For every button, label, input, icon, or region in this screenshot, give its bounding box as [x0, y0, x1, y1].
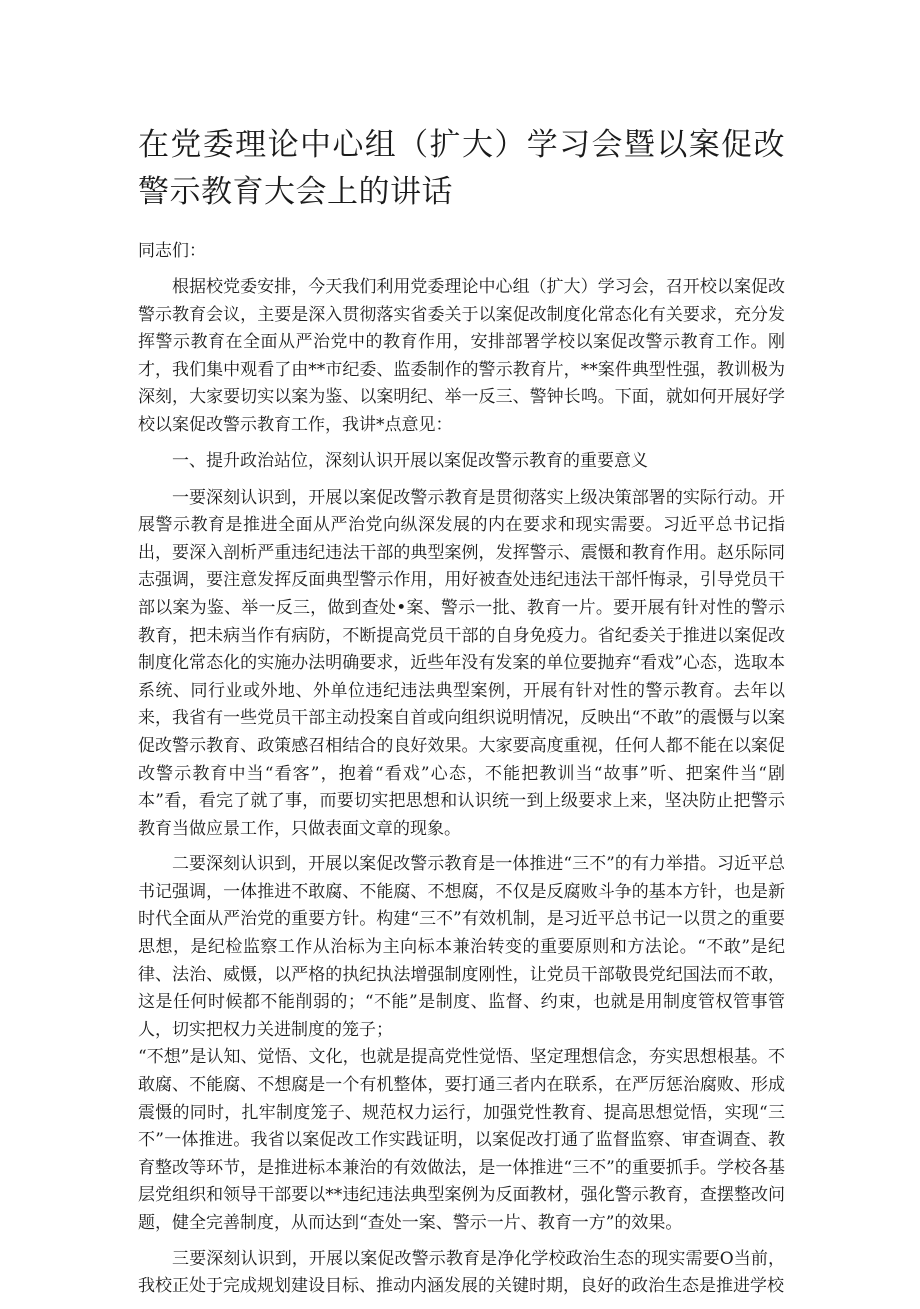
point-3-paragraph: 三要深刻认识到，开展以案促改警示教育是净化学校政治生态的现实需要O当前，我校正处于完成规划建设目标、推动内涵发展的关键时期，良好的政治生态是推进学校 [138, 1248, 785, 1297]
point-1-paragraph: 一要深刻认识到，开展以案促改警示教育是贯彻落实上级决策部署的实际行动。开展警示教育是推进全面从严治党向纵深发展的内在要求和现实需要。习近平总书记指出，要深入剖析严重违纪违法干部的典型案例，发挥警示、震慑和教育作用。赵乐际同志强调，要注意发挥反面典型警示作用，用好被查处违纪违法干部忏悔录，引导党员干部以案为鉴、举一反三，做到查处•案、警示一批、教育一片。要开展有针对性的警示教育，把未病当作有病防，不断提高党员干部的自身免疫力。省纪委关于推进以案促改制度化常态化的实施办法明确要求，近些年没有发案的单位要抛弃“看戏”心态，选取本系统、同行业或外地、外单位违纪违法典型案例，开展有针对性的警示教育。去年以来，我省有一些党员干部主动投案自首或向组织说明情况，反映出“不敢”的震慑与以案促改警示教育、政策感召相结合的良好效果。大家要高度重视，任何人都不能在以案促改警示教育中当“看客”，抱着“看戏”心态，不能把教训当“故事”听、把案件当“剧本”看，看完了就了事，而要切实把思想和认识统一到上级要求上来，坚决防止把警示教育当做应景工作，只做表面文章的现象。 [138, 487, 785, 839]
document-page [138, 122, 785, 1309]
salutation: 同志们： [138, 241, 206, 261]
point-2-continuation: “不想”是认知、觉悟、文化，也就是提高党性觉悟、坚定理想信念，夯实思想根基。不敢腐、不能腐、不想腐是一个有机整体，要打通三者内在联系，在严厉惩治腐败、形成震慑的同时，扎牢制度笼子、规范权力运行，加强党性教育、提高思想觉悟，实现“三不”一体推进。我省以案促改工作实践证明，以案促改打通了监督监察、审查调查、教育整改等环节，是推进标本兼治的有效做法，是一体推进“三不”的重要抓手。学校各基层党组织和领导干部要以**违纪违法典型案例为反面教材，强化警示教育，查摆整改问题，健全完善制度，从而达到“查处一案、警示一片、教育一方”的效果。 [138, 1047, 785, 1233]
document-title: 在党委理论中心组（扩大）学习会暨以案促改警示教育大会上的讲话 [138, 127, 785, 210]
point-2-paragraph: 二要深刻认识到，开展以案促改警示教育是一体推进“三不”的有力举措。习近平总书记强调，一体推进不敢腐、不能腐、不想腐，不仅是反腐败斗争的基本方针，也是新时代全面从严治党的重要方针。构建“三不”有效机制，是习近平总书记一以贯之的重要思想，是纪检监察工作从治标为主向标本兼治转变的重要原则和方法论。“不敢”是纪律、法治、威慑，以严格的执纪执法增强制度刚性，让党员干部敬畏党纪国法而不敢，这是任何时候都不能削弱的；“不能”是制度、监督、约束，也就是用制度管权管事管人，切实把权力关进制度的笼子； [138, 854, 785, 1040]
section-heading-1: 一、提升政治站位，深刻认识开展以案促改警示教育的重要意义 [172, 450, 648, 471]
intro-paragraph: 根据校党委安排，今天我们利用党委理论中心组（扩大）学习会，召开校以案促改警示教育会议，主要是深入贯彻落实省委关于以案促改制度化常态化有关要求，充分发挥警示教育在全面从严治党中的教育作用，安排部署学校以案促改警示教育工作。刚才，我们集中观看了由**市纪委、监委制作的警示教育片，**案件典型性强，教训极为深刻，大家要切实以案为鉴、以案明纪、举一反三、警钟长鸣。下面，就如何开展好学校以案促改警示教育工作，我讲*点意见： [138, 277, 785, 435]
